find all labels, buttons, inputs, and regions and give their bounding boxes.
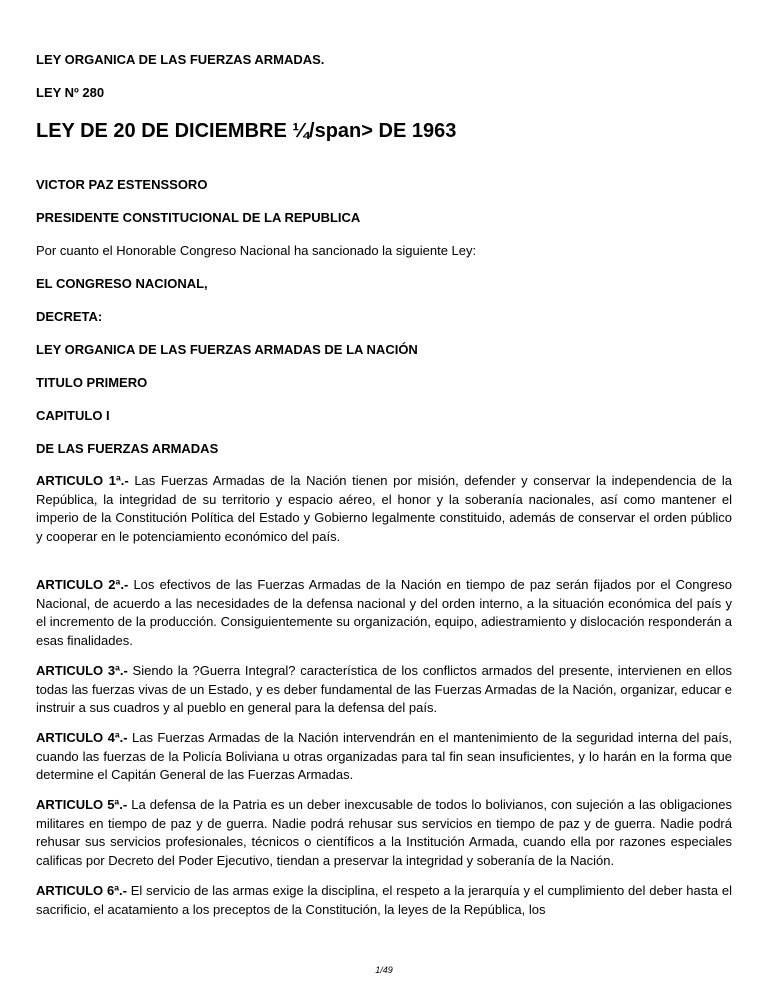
article-label: ARTICULO 5ª.- bbox=[36, 797, 128, 812]
article-text: El servicio de las armas exige la disciplina, el respeto a la jerarquía y el cumplimiento del deber hasta el sacrificio, el acatamiento a los preceptos de la Constitución, la leyes de la República, los bbox=[36, 883, 732, 917]
article-3 bbox=[36, 662, 732, 718]
capitulo-title: DE LAS FUERZAS ARMADAS bbox=[36, 441, 219, 456]
article-label: ARTICULO 6ª.- bbox=[36, 883, 127, 898]
article-label: ARTICULO 3ª.- bbox=[36, 663, 128, 678]
article-text: Las Fuerzas Armadas de la Nación intervendrán en el mantenimiento de la seguridad interna del país, cuando las fuerzas de la Policía Boliviana u otras organizadas para tal fin sean insuficientes, y lo harán en la forma que determine el Capitán General de las Fuerzas Armadas. bbox=[36, 730, 732, 782]
article-5 bbox=[36, 796, 732, 870]
signatory-name: VICTOR PAZ ESTENSSORO bbox=[36, 177, 208, 192]
article-label: ARTICULO 1ª.- bbox=[36, 473, 129, 488]
article-1 bbox=[36, 472, 732, 546]
capitulo-heading: CAPITULO I bbox=[36, 408, 110, 423]
article-text: Los efectivos de las Fuerzas Armadas de la Nación en tiempo de paz serán fijados por el Congreso Nacional, de acuerdo a las necesidades de la defensa nacional y del orden interno, a la situación económica del país y el incremento de la producción. Consiguientemente su organización, equipo, adiestramiento y dislocación responderán a esas finalidades. bbox=[36, 577, 732, 648]
signatory-office: PRESIDENTE CONSTITUCIONAL DE LA REPUBLICA bbox=[36, 210, 361, 225]
article-text: Siendo la ?Guerra Integral? característica de los conflictos armados del presente, intervienen en ellos todas las fuerzas vivas de un Estado, y es deber fundamental de las Fuerzas Armadas de la Nación, organizar, educar e instruir a sus cuadros y al pueblo en general para la defensa del país. bbox=[36, 663, 732, 715]
congress-heading: EL CONGRESO NACIONAL, bbox=[36, 276, 208, 291]
article-label: ARTICULO 2ª.- bbox=[36, 577, 129, 592]
law-number: LEY Nº 280 bbox=[36, 85, 105, 100]
article-6 bbox=[36, 882, 732, 919]
article-2 bbox=[36, 576, 732, 650]
article-text: Las Fuerzas Armadas de la Nación tienen por misión, defender y conservar la independencia de la República, la integridad de su territorio y espacio aéreo, el honor y la soberanía nacionales, así como mantener el imperio de la Constitución Política del Estado y Gobierno legalmente constituido, además de conservar el orden público y cooperar en le potenciamiento económico del país. bbox=[36, 473, 732, 544]
law-date: LEY DE 20 DE DICIEMBRE ¼/span> DE 1963 bbox=[36, 120, 457, 142]
article-label: ARTICULO 4ª.- bbox=[36, 730, 128, 745]
decreta-heading: DECRETA: bbox=[36, 309, 103, 324]
article-4 bbox=[36, 729, 732, 785]
article-text: La defensa de la Patria es un deber inexcusable de todos lo bolivianos, con sujeción a las obligaciones militares en tiempo de paz y de guerra. Nadie podrá rehusar sus servicios en tiempo de paz y de guerra. Nadie podrá rehusar sus servicios profesionales, técnicos o científicos a la Institución Armada, cuando ella por razones especiales calificas por Decreto del Poder Ejecutivo, tiendan a preservar la integridad y soberanía de la Nación. bbox=[36, 797, 733, 868]
law-title-heading: LEY ORGANICA DE LAS FUERZAS ARMADAS DE LA NACIÓN bbox=[36, 342, 418, 357]
document-title: LEY ORGANICA DE LAS FUERZAS ARMADAS. bbox=[36, 52, 325, 67]
preamble-intro: Por cuanto el Honorable Congreso Nacional ha sancionado la siguiente Ley: bbox=[36, 243, 477, 258]
page-number: 1/49 bbox=[375, 965, 393, 975]
titulo-heading: TITULO PRIMERO bbox=[36, 375, 148, 390]
